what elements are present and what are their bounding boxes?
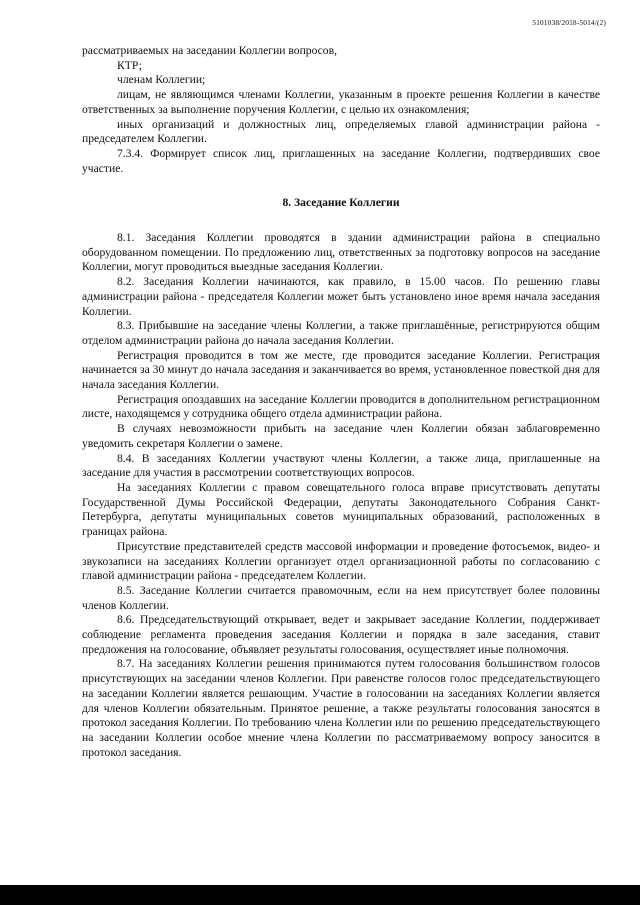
paragraph: 8.7. На заседаниях Коллегии решения принимаются путем голосования большинством голосов присутствующих на заседании членов Коллегии. При равенстве голосов голос председательствующего на заседании Коллегии является решающим. Участие в голосовании на заседаниях Коллегии является для членов Коллегии обязательным. Принятое решение, а также результаты голосования заносятся в протокол заседания Коллегии. По требованию члена Коллегии или по решению председательствующего на заседании Коллегии особое мнение члена Коллегии по рассматриваемому вопросу заносится в протокол заседания. [82,657,600,759]
paragraph: членам Коллегии; [117,73,206,87]
paragraph: 8.1. Заседания Коллегии проводятся в здании администрации района в специально оборудованном помещении. По предложению лиц, ответственных за подготовку вопросов на заседание Коллегии, могут проводиться выездные заседания Коллегии. [82,231,600,274]
paragraph: 8.6. Председательствующий открывает, ведет и закрывает заседание Коллегии, поддерживает соблюдение регламента проведения заседания Коллегии и порядка в зале заседания, ставит предложения на голосование, объявляет результаты голосования, осуществляет иные полномочия. [82,613,600,656]
paragraph: В случаях невозможности прибыть на заседание член Коллегии обязан заблаговременно уведомить секретаря Коллегии о замене. [82,422,600,450]
paragraph: Регистрация опоздавших на заседание Коллегии проводится в дополнительном регистрационном листе, находящемся у сотрудника общего отдела администрации района. [82,392,600,421]
paragraph: 8.2. Заседания Коллегии начинаются, как правило, в 15.00 часов. По решению главы администрации района - председателя Коллегии может быть установлено иное время начала заседания Коллегии. [82,275,600,318]
paragraph: 8.5. Заседание Коллегии считается правомочным, если на нем присутствует более половины членов Коллегии. [82,583,600,612]
paragraph: 8.3. Прибывшие на заседание члены Коллегии, а также приглашённые, регистрируются общим отделом администрации района до начала заседания Коллегии. [82,319,600,347]
paragraph: На заседаниях Коллегии с правом совещательного голоса вправе присутствовать депутаты Государственной Думы Российской Федерации, депутаты Законодательного Собрания Санкт-Петербурга, депутаты муниципальных советов муниципальных образований, расположенных в границах района. [82,480,600,539]
paragraph: Регистрация проводится в том же месте, где проводится заседание Коллегии. Регистрация начинается за 30 минут до начала заседания и заканчивается во время, установленное повесткой дня для начала заседания Коллегии. [82,348,600,392]
scan-bottom-border [0,885,640,905]
paragraph: лицам, не являющимся членами Коллегии, указанным в проекте решения Коллегии в качестве ответственных за выполнение поручения Коллегии, с целью их ознакомления; [82,88,600,116]
section-heading: 8. Заседание Коллегии [282,196,400,210]
paragraph: КТР; [117,58,142,72]
document-body [82,44,600,760]
document-id: 5101038/2018-5014/(2) [532,18,606,27]
paragraph: иных организаций и должностных лиц, определяемых главой администрации района - председателем Коллегии. [82,117,600,146]
paragraph: рассматриваемых на заседании Коллегии вопросов, [82,44,337,57]
paragraph: 8.4. В заседаниях Коллегии участвуют члены Коллегии, а также лица, приглашенные на заседание для участия в рассмотрении соответствующих вопросов. [82,451,600,480]
paragraph: 7.3.4. Формирует список лиц, приглашенных на заседание Коллегии, подтвердивших свое участие. [82,146,600,175]
paragraph: Присутствие представителей средств массовой информации и проведение фотосъемок, видео- и звукозаписи на заседаниях Коллегии организует отдел организационной работы по согласованию с главой администрации района - председателем Коллегии. [82,539,600,583]
